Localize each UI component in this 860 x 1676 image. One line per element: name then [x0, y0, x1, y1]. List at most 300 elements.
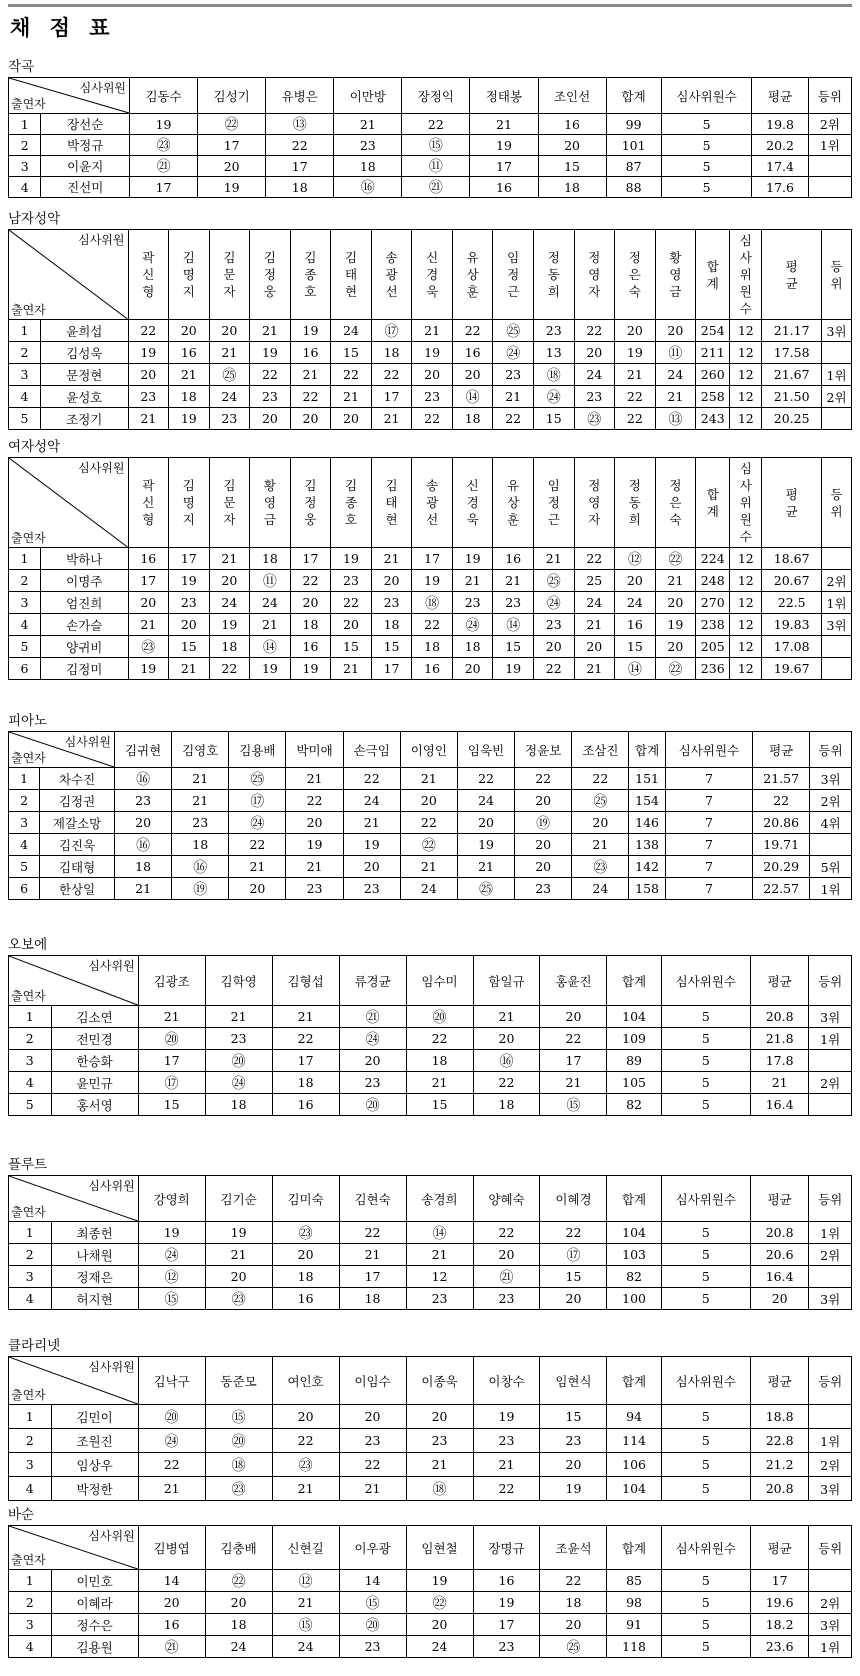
score-cell [809, 1405, 852, 1429]
score-cell: 16 [538, 114, 606, 135]
score-cell: 22 [540, 1222, 607, 1244]
score-cell: 100 [607, 1288, 661, 1310]
score-cell: 20 [452, 658, 493, 680]
table-row [9, 658, 852, 680]
judge-header: 유병은 [266, 78, 334, 114]
score-cell: 138 [629, 834, 665, 856]
score-cell: 17 [130, 177, 198, 198]
score-cell: 248 [696, 570, 730, 592]
score-cell: 23 [205, 1028, 272, 1050]
score-cell: 12 [730, 570, 762, 592]
score-cell: ㉔ [138, 1429, 205, 1453]
score-cell: ㉔ [452, 614, 493, 636]
score-cell: ⑰ [138, 1072, 205, 1094]
score-cell: ⑮ [205, 1405, 272, 1429]
judge-header: 신 경 욱 [452, 458, 493, 548]
score-cell: 24 [615, 592, 656, 614]
score-cell: 22 [286, 790, 343, 812]
score-cell: 21 [473, 1006, 540, 1028]
score-section [8, 936, 852, 1116]
row-number: 4 [9, 177, 41, 198]
score-cell: 19 [130, 114, 198, 135]
judge-header: 이임수 [339, 1357, 406, 1405]
score-cell: 22 [331, 364, 372, 386]
judge-header: 정 동 희 [533, 230, 574, 320]
score-cell: 20 [128, 592, 169, 614]
judge-header: 김용배 [229, 732, 286, 768]
performer-name: 최종헌 [51, 1222, 138, 1244]
score-cell: 22 [402, 114, 470, 135]
row-number: 1 [9, 320, 41, 342]
score-cell [822, 658, 852, 680]
score-cell: 15 [138, 1094, 205, 1116]
score-cell: ㉑ [138, 1636, 205, 1658]
score-cell: 20 [655, 592, 696, 614]
judge-header: 이종욱 [406, 1357, 473, 1405]
score-cell: ㉓ [205, 1288, 272, 1310]
score-cell: 5 [661, 1028, 750, 1050]
summary-header: 합계 [606, 78, 661, 114]
table-row [9, 636, 852, 658]
score-cell: ⑮ [138, 1288, 205, 1310]
summary-header: 심사위원수 [665, 732, 752, 768]
section-title: 플루트 [8, 1157, 48, 1173]
score-cell: 3위 [810, 768, 852, 790]
performer-name: 한승화 [51, 1050, 138, 1072]
corner-judges-label: 심사위원 [79, 81, 127, 95]
score-cell: 21 [331, 386, 372, 408]
score-cell: 20 [339, 1050, 406, 1072]
score-cell: ⑫ [615, 548, 656, 570]
score-cell: 12 [730, 636, 762, 658]
score-cell: 22 [229, 834, 286, 856]
score-cell: 12 [730, 658, 762, 680]
score-cell: 15 [493, 636, 534, 658]
judge-header: 신현길 [272, 1526, 339, 1570]
performer-name: 손가슬 [41, 614, 129, 636]
score-section [8, 1337, 852, 1501]
score-cell: 258 [696, 386, 730, 408]
corner-header [9, 1526, 139, 1570]
score-cell: 24 [343, 790, 400, 812]
score-cell: 12 [730, 408, 762, 430]
judge-header: 이만방 [334, 78, 402, 114]
score-cell: 211 [696, 342, 730, 364]
table-row [9, 768, 852, 790]
score-cell: 17.58 [762, 342, 822, 364]
table-row [9, 364, 852, 386]
score-cell: 22 [457, 768, 514, 790]
judge-header: 손극임 [343, 732, 400, 768]
score-cell: 20 [205, 1266, 272, 1288]
judge-header: 이우광 [339, 1526, 406, 1570]
score-cell: 20 [515, 834, 572, 856]
score-cell: 19 [138, 1222, 205, 1244]
score-cell: 15 [540, 1266, 607, 1288]
score-cell: 21.8 [750, 1028, 808, 1050]
score-cell: 21.57 [753, 768, 810, 790]
score-cell: ⑱ [205, 1453, 272, 1477]
score-cell: 5 [661, 114, 752, 135]
score-cell: 19 [406, 1570, 473, 1592]
score-cell: 20 [540, 1288, 607, 1310]
score-cell: 158 [629, 878, 665, 900]
score-cell: 5위 [810, 856, 852, 878]
score-cell: 21 [331, 658, 372, 680]
judge-header: 김광조 [138, 956, 205, 1006]
score-cell: 20 [272, 1405, 339, 1429]
row-number: 4 [9, 1477, 52, 1501]
score-cell: 17 [138, 1050, 205, 1072]
score-cell: 22 [339, 1222, 406, 1244]
score-cell [822, 636, 852, 658]
summary-header: 합계 [607, 1176, 661, 1222]
row-number: 4 [9, 834, 40, 856]
score-cell: 20 [290, 592, 331, 614]
score-cell: 12 [730, 548, 762, 570]
score-cell: 22 [540, 1570, 607, 1592]
score-table [8, 77, 852, 198]
score-cell: 22 [473, 1477, 540, 1501]
judge-header: 정윤보 [515, 732, 572, 768]
judge-header: 송 광 선 [371, 230, 412, 320]
score-cell: 20 [205, 1592, 272, 1614]
score-cell: 7 [665, 878, 752, 900]
section-title: 여자성악 [8, 439, 61, 455]
corner-judges-label: 심사위원 [64, 735, 111, 749]
table-row [9, 834, 852, 856]
score-cell: 21 [655, 570, 696, 592]
score-cell: 24 [400, 878, 457, 900]
score-table [8, 1356, 852, 1501]
score-cell: 21 [371, 548, 412, 570]
table-row [9, 1405, 852, 1429]
score-cell: 12 [730, 320, 762, 342]
score-cell: 23 [515, 878, 572, 900]
score-cell: 21 [470, 114, 538, 135]
score-cell: 15 [331, 636, 372, 658]
header-row [9, 732, 852, 768]
score-cell: 21 [229, 856, 286, 878]
row-number: 4 [9, 1636, 52, 1658]
score-cell: 23 [172, 812, 229, 834]
score-cell: 20 [615, 570, 656, 592]
corner-performer-label: 출연자 [11, 751, 46, 765]
score-cell: 18 [205, 1094, 272, 1116]
score-cell: 21.67 [762, 364, 822, 386]
score-cell: 103 [607, 1244, 661, 1266]
performer-name: 홍서영 [51, 1094, 138, 1116]
judge-header: 김 종 호 [331, 458, 372, 548]
corner-judges-label: 심사위원 [78, 233, 125, 247]
row-number: 3 [9, 1614, 52, 1636]
score-cell: ⑯ [172, 856, 229, 878]
score-cell: 7 [665, 768, 752, 790]
judge-header: 동준모 [205, 1357, 272, 1405]
row-number: 2 [9, 1244, 52, 1266]
score-cell: 20 [412, 364, 453, 386]
score-cell: ⑱ [533, 364, 574, 386]
score-cell: 146 [629, 812, 665, 834]
score-cell: 23 [128, 386, 169, 408]
score-cell: 21 [400, 856, 457, 878]
score-cell: 20 [574, 636, 615, 658]
judge-header: 유 상 훈 [493, 458, 534, 548]
score-cell: 23 [339, 1072, 406, 1094]
score-cell: 3위 [809, 1477, 852, 1501]
judge-header: 임현식 [540, 1357, 607, 1405]
score-cell: 21 [138, 1006, 205, 1028]
score-cell: 18 [209, 636, 250, 658]
score-cell: ⑳ [205, 1050, 272, 1072]
score-cell: 109 [607, 1028, 661, 1050]
judge-header: 곽 신 형 [128, 458, 169, 548]
score-cell: 22 [266, 135, 334, 156]
judge-header: 김 정 웅 [250, 230, 291, 320]
score-cell: 105 [607, 1072, 661, 1094]
score-cell: 22 [272, 1429, 339, 1453]
score-cell: 19 [457, 834, 514, 856]
header-row [9, 458, 852, 548]
performer-name: 이윤지 [41, 156, 130, 177]
score-cell: 19.67 [762, 658, 822, 680]
score-cell: ⑮ [339, 1592, 406, 1614]
score-cell: 20 [209, 570, 250, 592]
score-cell: 23 [339, 1636, 406, 1658]
summary-header: 등위 [810, 732, 852, 768]
score-cell: 12 [730, 342, 762, 364]
score-cell: 12 [730, 592, 762, 614]
score-cell: ㉔ [229, 812, 286, 834]
score-cell: ⑪ [655, 342, 696, 364]
score-cell: 7 [665, 790, 752, 812]
score-cell: 16 [290, 342, 331, 364]
score-cell: 20.29 [753, 856, 810, 878]
score-cell: 18 [250, 548, 291, 570]
corner-performer-label: 출연자 [11, 303, 46, 317]
score-cell: 1위 [822, 592, 852, 614]
score-table [8, 731, 852, 900]
score-cell: 19 [615, 342, 656, 364]
row-number: 1 [9, 1570, 52, 1592]
score-cell: 20 [540, 1614, 607, 1636]
score-cell: 18 [452, 408, 493, 430]
corner-performer-label: 출연자 [11, 1553, 46, 1567]
score-cell: 21 [343, 812, 400, 834]
score-cell: 20.86 [753, 812, 810, 834]
score-cell: 5 [661, 1570, 750, 1592]
corner-judges-label: 심사위원 [88, 1360, 135, 1374]
score-cell: 1위 [809, 1429, 852, 1453]
score-cell: ⑳ [339, 1094, 406, 1116]
judge-header: 김충배 [205, 1526, 272, 1570]
table-row [9, 1094, 852, 1116]
score-cell: 20 [343, 856, 400, 878]
judge-header: 정 영 자 [574, 230, 615, 320]
score-cell: 22 [209, 658, 250, 680]
corner-performer-label: 출연자 [11, 531, 46, 545]
score-cell: 7 [665, 834, 752, 856]
score-cell: 18 [266, 177, 334, 198]
score-cell: 22 [615, 408, 656, 430]
score-cell: ⑯ [115, 834, 172, 856]
performer-name: 이민호 [51, 1570, 138, 1592]
table-row [9, 812, 852, 834]
score-section [8, 712, 852, 900]
score-cell: ㉓ [128, 636, 169, 658]
score-cell: 2위 [809, 1244, 852, 1266]
judge-header: 임수미 [406, 956, 473, 1006]
score-cell: 1위 [822, 364, 852, 386]
score-cell: 20 [169, 320, 210, 342]
score-cell: 88 [606, 177, 661, 198]
judge-header: 장명규 [473, 1526, 540, 1570]
score-cell: 82 [607, 1266, 661, 1288]
score-cell: 21 [250, 320, 291, 342]
score-cell: 19 [250, 658, 291, 680]
judge-header: 함일규 [473, 956, 540, 1006]
score-cell: 18 [452, 636, 493, 658]
row-number: 3 [9, 1050, 52, 1072]
score-cell: 5 [661, 1244, 750, 1266]
table-row [9, 408, 852, 430]
section-title: 오보에 [8, 937, 48, 953]
score-cell: 22 [412, 614, 453, 636]
score-cell: 114 [607, 1429, 661, 1453]
score-cell: 20 [250, 408, 291, 430]
table-row [9, 320, 852, 342]
score-cell: 16 [169, 342, 210, 364]
score-cell: 22 [615, 386, 656, 408]
score-cell: 91 [607, 1614, 661, 1636]
table-row [9, 570, 852, 592]
score-cell: 21 [574, 614, 615, 636]
score-cell: 21 [406, 1072, 473, 1094]
score-cell: 21 [750, 1072, 808, 1094]
score-cell: 3위 [822, 614, 852, 636]
score-cell: 16 [290, 636, 331, 658]
score-cell: 23 [473, 1636, 540, 1658]
score-cell: ㉓ [130, 135, 198, 156]
score-cell: 24 [272, 1636, 339, 1658]
corner-judges-label: 심사위원 [88, 959, 135, 973]
score-cell: 24 [209, 592, 250, 614]
score-cell: 5 [661, 1614, 750, 1636]
summary-header: 심사위원수 [661, 1526, 750, 1570]
score-cell: 18 [371, 614, 412, 636]
score-cell: 22 [272, 1028, 339, 1050]
score-cell: 24 [209, 386, 250, 408]
score-cell: 23 [115, 790, 172, 812]
score-cell: 20 [138, 1592, 205, 1614]
score-cell: 21 [272, 1477, 339, 1501]
score-cell: 19 [198, 177, 266, 198]
score-cell: 5 [661, 1006, 750, 1028]
score-cell: 23 [493, 364, 534, 386]
score-cell: 21 [128, 614, 169, 636]
score-cell: 24 [205, 1636, 272, 1658]
score-cell: 3위 [809, 1288, 852, 1310]
score-cell: 17 [339, 1266, 406, 1288]
score-cell: ㉑ [130, 156, 198, 177]
score-cell: ㉒ [406, 1592, 473, 1614]
judge-header: 김현숙 [339, 1176, 406, 1222]
row-number: 2 [9, 1028, 52, 1050]
score-cell: 17.8 [750, 1050, 808, 1072]
summary-header: 등위 [808, 78, 851, 114]
score-cell: 5 [661, 1429, 750, 1453]
judge-header: 김기순 [205, 1176, 272, 1222]
performer-name: 박하나 [41, 548, 129, 570]
score-cell: ㉕ [229, 768, 286, 790]
table-row [9, 592, 852, 614]
score-cell: 238 [696, 614, 730, 636]
corner-performer-label: 출연자 [11, 97, 46, 111]
score-cell: ㉕ [457, 878, 514, 900]
score-cell: ⑬ [655, 408, 696, 430]
score-cell [810, 834, 852, 856]
corner-header [9, 1357, 139, 1405]
score-cell: ㉒ [198, 114, 266, 135]
score-cell: 21 [209, 342, 250, 364]
score-cell: 23 [452, 592, 493, 614]
score-cell: ㉔ [339, 1028, 406, 1050]
score-cell: 21 [574, 658, 615, 680]
score-cell: 25 [574, 570, 615, 592]
score-cell: 20.6 [750, 1244, 808, 1266]
table-row [9, 1614, 852, 1636]
score-cell: 23 [540, 1429, 607, 1453]
score-cell: 17 [128, 570, 169, 592]
score-cell: 23 [334, 135, 402, 156]
score-cell: 20 [574, 342, 615, 364]
score-cell: 15 [331, 342, 372, 364]
score-cell: 12 [730, 386, 762, 408]
score-cell: 22 [515, 768, 572, 790]
row-number: 2 [9, 1429, 52, 1453]
score-cell: 19 [493, 658, 534, 680]
judge-header: 황 영 금 [250, 458, 291, 548]
score-cell: 22 [290, 386, 331, 408]
score-table [8, 955, 852, 1116]
score-cell: 16.4 [750, 1266, 808, 1288]
performer-name: 윤성호 [41, 386, 129, 408]
score-cell: 16 [452, 342, 493, 364]
score-cell: 21 [339, 1244, 406, 1266]
score-cell: 18 [172, 834, 229, 856]
score-cell: 21 [371, 408, 412, 430]
score-cell: 21 [169, 364, 210, 386]
score-cell: 20 [406, 1614, 473, 1636]
row-number: 1 [9, 114, 41, 135]
score-cell: 21 [540, 1072, 607, 1094]
score-cell: 21 [169, 658, 210, 680]
score-cell: 22 [473, 1072, 540, 1094]
score-cell: ㉔ [493, 342, 534, 364]
corner-header [9, 230, 129, 320]
score-cell: 2위 [809, 1072, 852, 1094]
score-cell: ㉕ [493, 320, 534, 342]
summary-header: 등 위 [822, 230, 852, 320]
performer-name: 문정현 [41, 364, 129, 386]
score-cell: 22 [406, 1028, 473, 1050]
score-cell: 3위 [809, 1006, 852, 1028]
score-cell: 17 [272, 1050, 339, 1072]
score-cell: 16 [493, 548, 534, 570]
score-cell: 20 [331, 614, 372, 636]
row-number: 3 [9, 812, 40, 834]
score-cell: ⑳ [339, 1614, 406, 1636]
